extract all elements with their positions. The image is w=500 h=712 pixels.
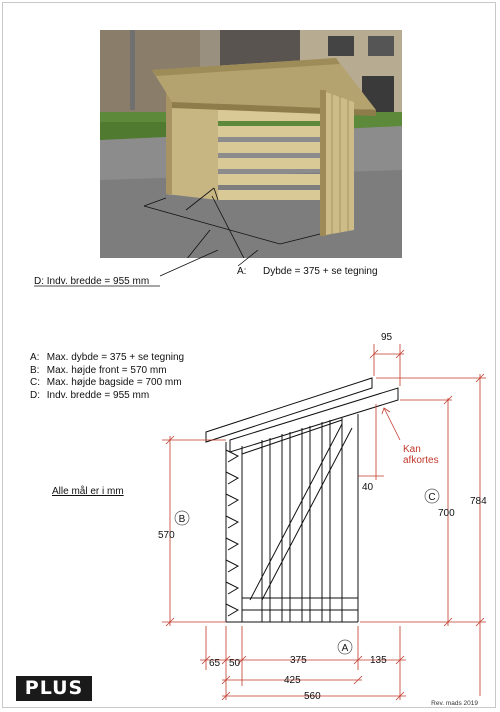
dim-375: 375 <box>290 655 307 666</box>
roof-board-top <box>206 378 372 442</box>
cut-note-line1: Kan <box>403 444 421 455</box>
depth-label-value: Dybde = 375 + se tegning <box>263 266 378 277</box>
marker-c: C <box>428 492 436 503</box>
dim-50: 50 <box>229 658 241 669</box>
revision-note: Rev. mads 2019 <box>431 700 478 707</box>
spec-item: B: Max. højde front = 570 mm <box>30 364 167 376</box>
dim-784: 784 <box>470 496 487 507</box>
dim-65: 65 <box>209 658 221 669</box>
marker-b: B <box>178 514 186 525</box>
plus-logo: PLUS <box>16 676 92 701</box>
roof-board-lower <box>230 388 398 452</box>
width-label: D: Indv. bredde = 955 mm <box>34 276 150 287</box>
dim-40: 40 <box>362 482 374 493</box>
dim-135: 135 <box>370 655 387 666</box>
dim-570: 570 <box>158 530 175 541</box>
marker-a: A <box>341 643 349 654</box>
spec-item: D: Indv. bredde = 955 mm <box>30 389 150 401</box>
dim-560: 560 <box>304 691 321 702</box>
depth-label-key: A: <box>237 266 247 277</box>
dim-425: 425 <box>284 675 301 686</box>
spec-item: A: Max. dybde = 375 + se tegning <box>30 352 185 363</box>
shed-photo <box>100 30 402 258</box>
dim-700: 700 <box>438 508 455 519</box>
technical-drawing <box>0 310 500 712</box>
dim-95: 95 <box>381 332 393 343</box>
cut-note-line2: afkortes <box>403 455 439 466</box>
units-note: Alle mål er i mm <box>52 486 124 497</box>
spec-item: C: Max. højde bagside = 700 mm <box>30 377 182 388</box>
